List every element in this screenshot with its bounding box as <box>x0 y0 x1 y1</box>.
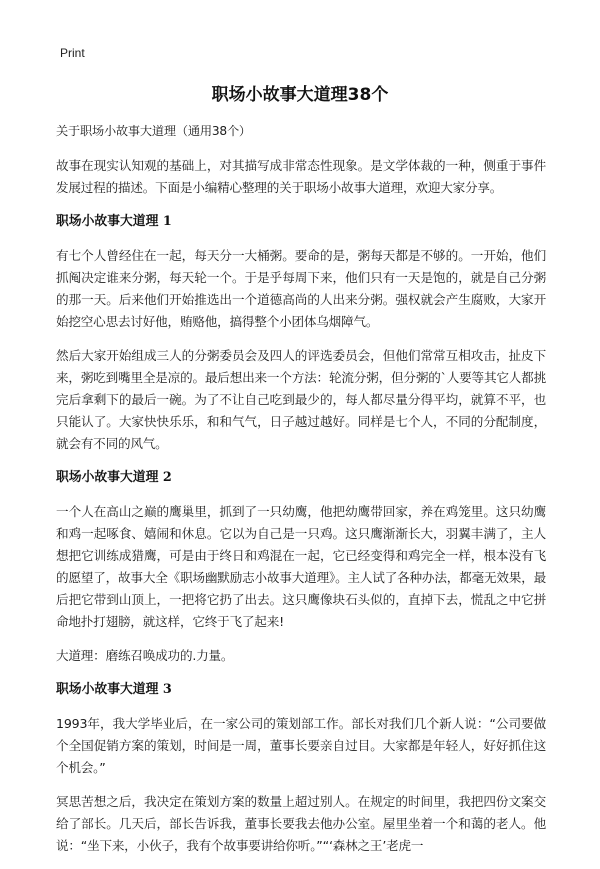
section-2-paragraph-1: 一个人在高山之巅的鹰巢里，抓到了一只幼鹰，他把幼鹰带回家，养在鸡笼里。这只幼鹰和鸡一起啄食、嬉闹和休息。它以为自己是一只鸡。这只鹰渐渐长大，羽翼丰满了，主人想把它训练成猎鹰，可是由于终日和鸡混在一起，它已经变得和鸡完全一样，根本没有飞的愿望了，故事大全《职场幽默励志小故事大道理》。主人试了各种办法，都毫无效果，最后把它带到山顶上，一把将它扔了出去。这只鹰像块石头似的，直掉下去，慌乱之中它拼命地扑打翅膀，就这样，它终于飞了起来! <box>56 504 546 629</box>
section-3-paragraph-2: 冥思苦想之后，我决定在策划方案的数量上超过别人。在规定的时间里，我把四份文案交给了部长。几天后，部长告诉我，董事长要我去他办公室。屋里坐着一个和蔼的老人。他说：“坐下来，小伙子，我有个故事要讲给你听。”“‘森林之王’老虎一 <box>56 794 546 853</box>
section-heading-2: 职场小故事大道理 2 <box>56 470 172 485</box>
section-heading-1: 职场小故事大道理 1 <box>56 214 172 229</box>
print-link[interactable]: Print <box>60 46 85 60</box>
section-3-paragraph-1: 1993年，我大学毕业后，在一家公司的策划部工作。部长对我们几个新人说：“公司要做个全国促销方案的策划，时间是一周，董事长要亲自过目。大家都是年轻人，好好抓住这个机会。” <box>56 716 546 775</box>
article-subtitle: 关于职场小故事大道理（通用38个） <box>56 124 251 138</box>
section-2-paragraph-2: 大道理：磨练召唤成功的.力量。 <box>56 648 234 663</box>
section-1-paragraph-2: 然后大家开始组成三人的分粥委员会及四人的评选委员会，但他们常常互相攻击，扯皮下来，粥吃到嘴里全是凉的。最后想出来一个方法：轮流分粥，但分粥的`人要等其它人都挑完后拿剩下的最后一碗。为了不让自己吃到最少的，每人都尽量分得平均，就算不平，也只能认了。大家快快乐乐，和和气气，日子越过越好。同样是七个人，不同的分配制度，就会有不同的风气。 <box>56 348 546 451</box>
intro-paragraph: 故事在现实认知观的基础上，对其描写成非常态性现象。是文学体裁的一种，侧重于事件发展过程的描述。下面是小编精心整理的关于职场小故事大道理，欢迎大家分享。 <box>56 158 546 195</box>
page-title: 职场小故事大道理38个 <box>211 85 389 105</box>
article-body <box>56 120 546 869</box>
section-heading-3: 职场小故事大道理 3 <box>56 682 172 697</box>
section-1-paragraph-1: 有七个人曾经住在一起，每天分一大桶粥。要命的是，粥每天都是不够的。一开始，他们抓阄决定谁来分粥，每天轮一个。于是乎每周下来，他们只有一天是饱的，就是自己分粥的那一天。后来他们开始推选出一个道德高尚的人出来分粥。强权就会产生腐败，大家开始挖空心思去讨好他，贿赂他，搞得整个小团体乌烟障气。 <box>56 248 546 329</box>
